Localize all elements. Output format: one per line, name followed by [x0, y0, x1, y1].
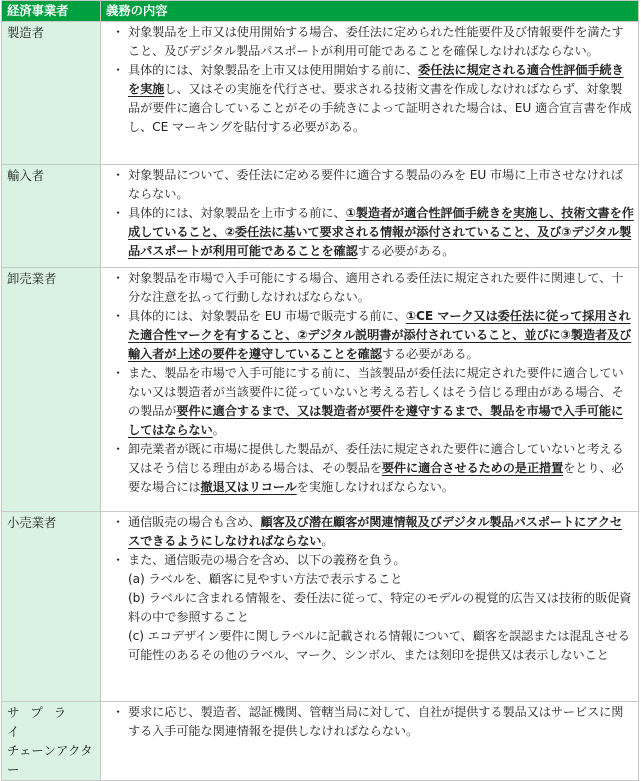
- bullet-icon: ・: [112, 168, 125, 182]
- obligation-text: 対象製品を市場で入手可能にする場合、適用される委任法に規定された要件に関連して、十分な注意を払って行動しなければならない。: [128, 271, 624, 304]
- actor-label-line: サプライ: [7, 705, 78, 739]
- bullet-icon: ・: [112, 271, 125, 285]
- emphasized-text: 要件に適合するまで、又は製造者が要件を遵守するまで、製品を市場で入手可能にしてはならない: [128, 404, 624, 437]
- header-actor: 経済事業者: [2, 1, 101, 22]
- obligations-table: [1, 0, 639, 781]
- emphasized-text: 要件に適合させるための是正措置: [381, 461, 564, 475]
- table-row: [2, 702, 639, 781]
- actor-cell: 製造者: [2, 22, 101, 165]
- sub-obligation-item: (c) エコデザイン要件に関しラベルに記載される情報について、顧客を誤認または混乱させる可能性のあるその他のラベル、マーク、シンボル、または刻印を提供又は表示しないこと: [128, 629, 630, 662]
- obligations-cell: [101, 702, 639, 781]
- obligation-text: し、又はその実施を代行させ、要求される技術文書を作成しなければならず、対象製品が要件に適合していることがその手続きによって証明された場合は、EU 適合宣言書を作成し、CE マーキングを貼付する必要がある。: [128, 82, 632, 134]
- actor-cell: 輸入者: [2, 165, 101, 268]
- bullet-icon: ・: [112, 63, 125, 77]
- bullet-icon: ・: [112, 705, 125, 719]
- obligation-text: 具体的には、対象製品を上市又は使用開始する前に、: [128, 63, 419, 77]
- obligation-list: [106, 269, 634, 497]
- sub-obligation-item: (a) ラベルを、顧客に見やすい方法で表示すること: [128, 572, 403, 586]
- bullet-icon: ・: [112, 206, 125, 220]
- table-row: [2, 512, 639, 702]
- obligation-text: 具体的には、対象製品を EU 市場で販売する前に、: [128, 309, 406, 323]
- obligation-text: 通信販売の場合も含め、: [128, 515, 261, 529]
- obligation-item: [106, 307, 634, 364]
- obligation-item: [106, 269, 634, 307]
- obligation-text: また、製品を市場で入手可能にする前に、当該製品が委任法に規定された要件に適合していない又は製造者が当該要件に従っていないと考える若しくはそう信じる理由がある場合、その製品が: [128, 366, 624, 418]
- obligation-list: [106, 703, 634, 741]
- table-row: [2, 165, 639, 268]
- obligations-cell: [101, 165, 639, 268]
- obligation-text: 具体的には、対象製品を上市する前に、: [128, 206, 346, 220]
- emphasized-text: ①CE マーク又は委任法に従って採用された適合性マークを有すること、②デジタル説明書が添付されていること、並びに③製造者及び輸入者が上述の要件を遵守していることを確認: [128, 309, 632, 361]
- obligation-item: [106, 61, 634, 137]
- bullet-icon: ・: [112, 515, 125, 529]
- obligation-list: [106, 513, 634, 570]
- obligation-item: [106, 364, 634, 440]
- table-row: [2, 268, 639, 512]
- header-obligations: 義務の内容: [101, 1, 639, 22]
- emphasized-text: ①製造者が適合性評価手続きを実施し、技術文書を作成していること、②委任法に基いて要求される情報が添付されていること、及び③デジタル製品パスポートが利用可能であることを確認: [128, 206, 634, 258]
- obligation-text: 。: [321, 534, 334, 548]
- emphasized-text: 委任法に規定される適合性評価手続きを実施: [128, 63, 624, 96]
- obligations-cell: [101, 268, 639, 512]
- obligation-text: 卸売業者が既に市場に提供した製品が、委任法に規定された要件に適合していないと考える又はそう信じる理由がある場合は、その製品を: [128, 442, 624, 475]
- emphasized-text: 顧客及び潜在顧客が関連情報及びデジタル製品パスポートにアクセスできるようにしなければならない: [128, 515, 623, 548]
- obligation-item: [106, 166, 634, 204]
- obligation-item: [106, 204, 634, 261]
- obligation-text: する必要がある。: [381, 347, 479, 361]
- obligation-text: 対象製品を上市又は使用開始する場合、委任法に定められた性能要件及び情報要件を満たすこと、及びデジタル製品パスポートが利用可能であることを確保しなければならない。: [128, 25, 624, 58]
- obligation-list: [106, 23, 634, 137]
- bullet-icon: ・: [112, 442, 125, 456]
- actor-label-line: チェーンアクター: [7, 743, 93, 777]
- actor-cell: 卸売業者: [2, 268, 101, 512]
- obligation-text: する必要がある。: [357, 244, 455, 258]
- obligation-text: また、通信販売の場合を含め、以下の義務を負う。: [128, 553, 406, 567]
- obligation-item: [106, 703, 634, 741]
- bullet-icon: ・: [112, 25, 125, 39]
- bullet-icon: ・: [112, 366, 125, 380]
- bullet-icon: ・: [112, 553, 125, 567]
- obligation-item: [106, 440, 634, 497]
- table-row: [2, 22, 639, 165]
- obligations-cell: [101, 512, 639, 702]
- obligations-cell: [101, 22, 639, 165]
- obligation-text: を実施しなければならない。: [296, 480, 454, 494]
- obligation-text: 対象製品について、委任法に定める要件に適合する製品のみを EU 市場に上市させなければならない。: [128, 168, 623, 201]
- obligation-list: [106, 166, 634, 261]
- sub-obligation-item: (b) ラベルに含まれる情報を、委任法に従って、特定のモデルの視覚的広告又は技術的販促資料の中で参照すること: [128, 591, 632, 624]
- bullet-icon: ・: [112, 309, 125, 323]
- actor-cell: 小売業者: [2, 512, 101, 702]
- obligation-item: [106, 513, 634, 551]
- obligation-item: [106, 551, 634, 570]
- obligation-text: をとり、必要な場合には: [128, 461, 624, 494]
- obligation-text: 。: [212, 423, 225, 437]
- actor-cell: [2, 702, 101, 781]
- obligation-item: [106, 23, 634, 61]
- obligation-text: 要求に応じ、製造者、認証機関、管轄当局に対して、自社が提供する製品又はサービスに関する入手可能な関連情報を提供しなければならない。: [128, 705, 624, 738]
- header-row: [2, 1, 639, 22]
- emphasized-text: 撤退又はリコール: [200, 480, 297, 494]
- table-body: [2, 22, 639, 781]
